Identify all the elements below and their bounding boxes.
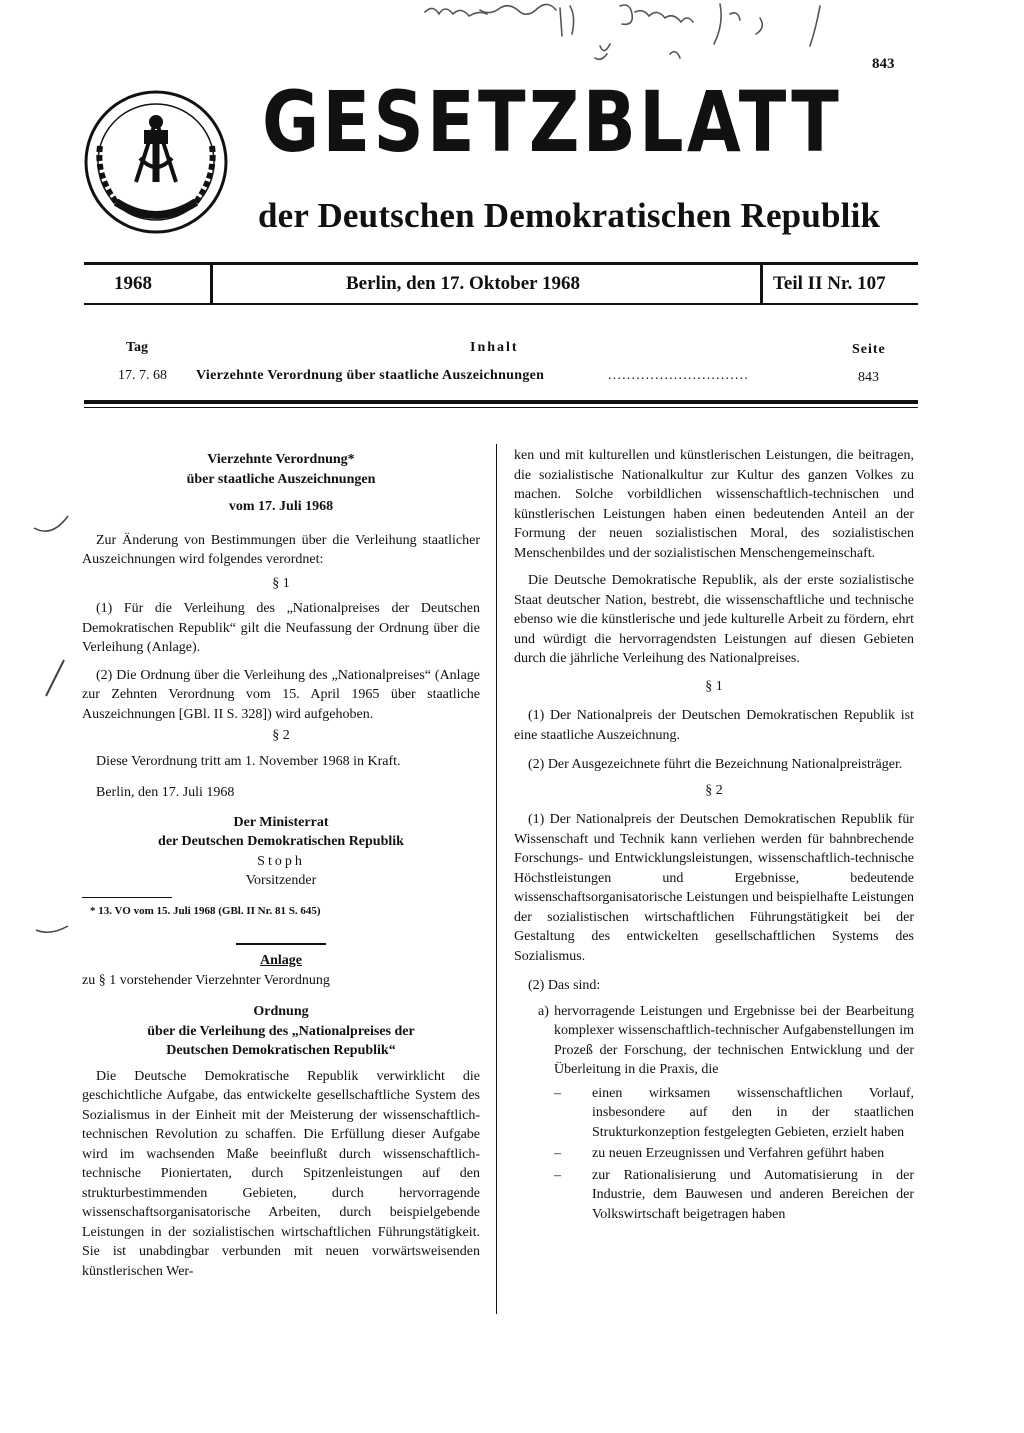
dash-bullet: – (554, 1146, 561, 1161)
section-1-heading: § 1 (272, 575, 290, 591)
dash-list-item-2 (554, 1144, 914, 1164)
dash-list-item-3 (554, 1166, 914, 1225)
dash-list-item-3-text: zur Rationalisierung und Automatisierung in der Industrie, dem Bauwesen und anderen Bereichen der Volkswirtschaft beigetragen haben (592, 1167, 914, 1222)
toc-day-label: Tag (126, 340, 149, 355)
list-item-a: a) hervorragende Leistungen und Ergebnisse bei der Bearbeitung komplexer wissenschaftlich-technischer Aufgabenstellungen im Prozeß der Forschung, der technischen Entwicklung und der Überleitung in die Praxis, die (538, 1003, 914, 1077)
dash-list-item-1-text: einen wirksamen wissenschaftlichen Vorlauf, insbesondere auf den in der staatlichen Strukturkonzeption festgelegten Gebieten, erzielt haben (592, 1085, 914, 1140)
decree-title-line-1: Vierzehnte Verordnung* (207, 452, 355, 467)
toc-entry-date: 17. 7. 68 (118, 368, 167, 383)
preamble-continuation: ken und mit kulturellen und künstlerischen Leistungen, die beitragen, die sozialistische Nationalkultur zur Kultur des ganzen Volkes zu machen. Solche vorbildlichen wissenschaftlich-technischen und künstlerischen Leistungen haben einen bedeutenden Anteil an der Formung der neuen sozialistischen Moral, des sozialistischen Menschenbildes und der sozialistischen Menschengemeinschaft. (514, 448, 914, 561)
column-divider (496, 444, 497, 1314)
toc-page-label: Seite (852, 342, 886, 357)
handwritten-annotation (420, 0, 840, 75)
handwritten-note-scribble (420, 0, 840, 70)
issue-place-date: Berlin, den 17. Oktober 1968 (346, 273, 580, 294)
toc-entry-page: 843 (858, 370, 879, 385)
signatory-name: Stoph (257, 853, 305, 869)
order-section-2-paragraph-1: (1) Der Nationalpreis der Deutschen Demokratischen Republik für Wissenschaft und Technik kann verliehen werden für bahnbrechende Forschungs- und Entwicklungsleistungen, wissenschaftlich-technische Höchstleistungen und Ergebnisse, bedeutende wissenschaftsorganisatorische Leistungen und beispielhafte Leistungen der sozialistischen wirtschaftlichen Führungstätigkeit bei der Gestaltung des entwickelten gesellschaftlichen Systems des Sozialismus. (514, 812, 914, 964)
margin-annotation-marks (30, 500, 90, 960)
order-title-line-3: Deutschen Demokratischen Republik“ (166, 1043, 396, 1058)
issue-bar-divider-left (210, 262, 213, 305)
annex-title: Anlage (260, 953, 302, 968)
dash-bullet: – (554, 1085, 561, 1101)
toc-contents-label: Inhalt (470, 340, 519, 355)
signing-place-date: Berlin, den 17. Juli 1968 (96, 785, 235, 800)
toc-bottom-rule-thick (84, 400, 918, 404)
signatory-role: Vorsitzender (245, 873, 317, 888)
toc-bottom-rule-thin (84, 407, 918, 408)
order-section-1-paragraph-1: (1) Der Nationalpreis der Deutschen Demokratischen Republik ist eine staatliche Auszeichnung. (514, 708, 914, 743)
decree-intro: Zur Änderung von Bestimmungen über die Verleihung staatlicher Auszeichnungen wird folgendes verordnet: (82, 532, 480, 567)
order-section-2-paragraph-2: (2) Das sind: (528, 978, 601, 993)
annex-subtitle: zu § 1 vorstehender Vierzehnter Verordnung (82, 972, 330, 988)
decree-date: vom 17. Juli 1968 (228, 499, 334, 514)
dash-bullet: – (554, 1167, 561, 1183)
dash-list-item-2-text: zu neuen Erzeugnissen und Verfahren geführt haben (592, 1146, 885, 1161)
footnote: * 13. VO vom 15. Juli 1968 (GBl. II Nr. 81 S. 645) (90, 904, 321, 917)
effective-date-paragraph: Diese Verordnung tritt am 1. November 1968 in Kraft. (96, 753, 401, 769)
order-title-line-1: Ordnung (253, 1004, 309, 1019)
section-1-paragraph-2: (2) Die Ordnung über die Verleihung des „Nationalpreises“ (Anlage zur Zehnten Verordnung vom 15. April 1965 über staatliche Auszeichnungen [GBl. II S. 328]) wird aufgehoben. (82, 667, 480, 722)
issue-bar-divider-right (760, 262, 763, 305)
order-section-1-heading: § 1 (705, 678, 723, 694)
decree-title-line-2: über staatliche Auszeichnungen (186, 471, 376, 487)
order-section-1-paragraph-2: (2) Der Ausgezeichnete führt die Bezeichnung Nationalpreisträger. (528, 757, 903, 772)
dash-list-item-1 (554, 1084, 914, 1143)
toc-entry-title: Vierzehnte Verordnung über staatliche Auszeichnungen (196, 368, 545, 383)
right-column (514, 446, 914, 1224)
masthead-title: GESETZBLATT (262, 73, 843, 171)
left-column (82, 450, 480, 1281)
order-section-2-heading: § 2 (705, 782, 723, 798)
annex-separator-rule (236, 943, 326, 945)
signatory-body-line-1: Der Ministerrat (233, 814, 329, 830)
section-1-paragraph-1: (1) Für die Verleihung des „Nationalpreises der Deutschen Demokratischen Republik“ gilt die Neufassung der Ordnung über die Verleihung (Anlage). (82, 601, 480, 655)
toc-entry-dots: .............................. (608, 368, 749, 383)
section-2-heading: § 2 (272, 728, 290, 743)
preamble-ddr-paragraph: Die Deutsche Demokratische Republik, als der erste sozialistische Staat deutscher Nation, bestrebt, die wissenschaftliche und technische ebenso wie die künstlerische und jede kulturelle Arbeit zu fördern, ehrt und würdigt die hervorragendsten Leistungen auf diesen Gebieten durch die jährliche Verleihung des Nationalpreises. (514, 573, 914, 666)
order-title-line-2: über die Verleihung des „Nationalpreises der (147, 1023, 415, 1039)
masthead-subtitle: der Deutschen Demokratischen Republik (258, 196, 881, 235)
issue-part-number: Teil II Nr. 107 (773, 273, 886, 294)
state-emblem-icon (80, 86, 232, 238)
page-number: 843 (872, 56, 895, 72)
order-preamble: Die Deutsche Demokratische Republik verwirklicht die geschichtliche Aufgabe, das entwickelte gesellschaftliche System des Sozialismus in der Einheit mit der Meisterung der wissenschaftlich-technischen Revolution zu schaffen. Die Erfüllung dieser Aufgabe wird im wachsenden Maße beeinflußt durch wissenschaftlich-technische Pioniertaten, durch Spitzenleistungen auf den strukturbestimmenden Gebieten, durch hervorragende wissenschaftsorganisatorische Arbeiten, durch beispielgebende Leistungen in der sozialistischen wirtschaftlichen Führungstätigkeit. Sie ist unabdingbar verbunden mit neuen vorwärtsweisenden künstlerischen Wer- (82, 1068, 480, 1279)
signatory-body-line-2: der Deutschen Demokratischen Republik (158, 834, 404, 849)
footnote-rule (82, 897, 172, 898)
issue-year: 1968 (114, 273, 152, 294)
